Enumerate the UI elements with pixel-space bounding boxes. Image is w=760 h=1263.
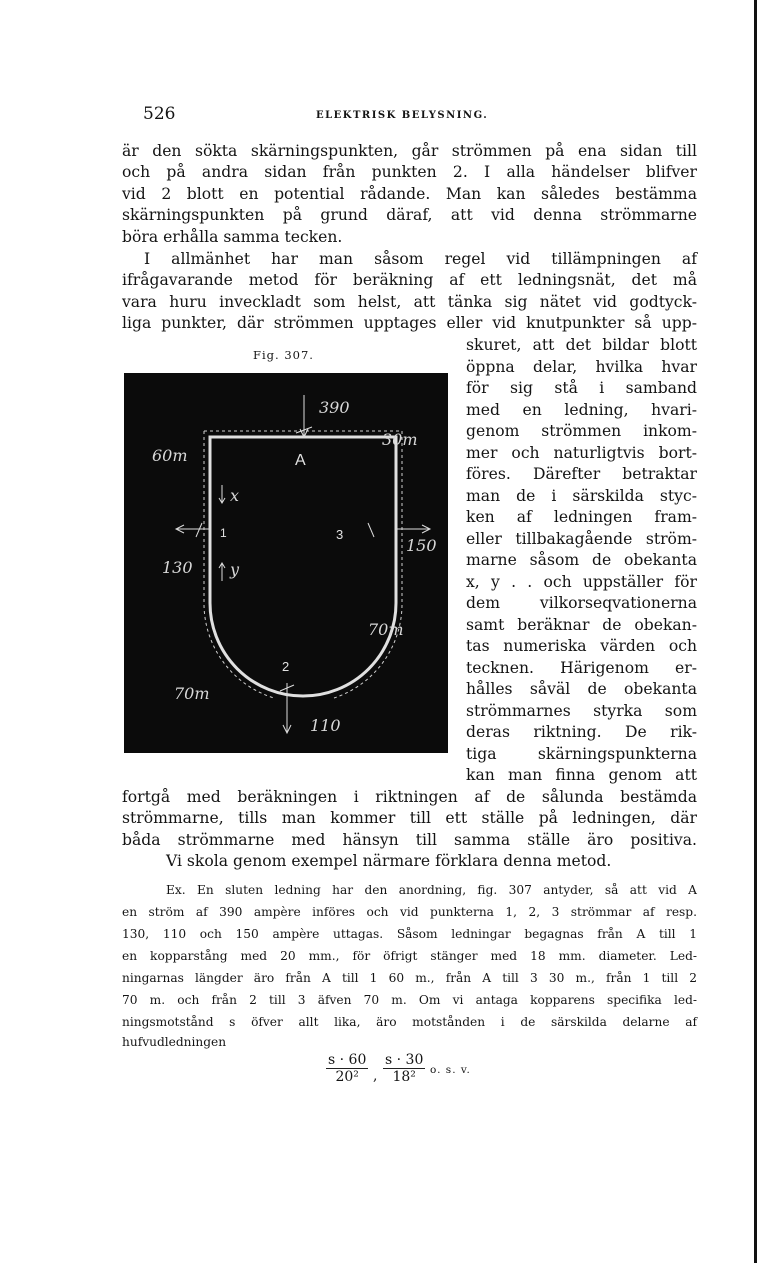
text-line: och på andra sidan från punkten 2. I alla händelser blifver	[122, 163, 697, 181]
label-current-3: 150	[406, 536, 437, 555]
text-line: böra erhålla samma tecken.	[122, 228, 343, 246]
circuit-diagram	[124, 373, 448, 753]
text-line: strömmarnes styrka som	[466, 702, 697, 720]
text-line: ifrågavarande metod för beräkning af ett ledningsnät, det må	[122, 271, 697, 289]
fraction-separator: ,	[373, 1068, 378, 1084]
text-line: båda strömmarne med hänsyn till samma ställe äro positiva.	[122, 831, 697, 849]
text-line: eller tillbakagående ström-	[466, 530, 697, 548]
label-node-3: 3	[336, 527, 344, 542]
example-line: 70 m. och från 2 till 3 äfven 70 m. Om vi antaga kopparens specifika led-	[122, 993, 697, 1007]
text-line: fortgå med beräkningen i riktningen af de sålunda bestämda	[122, 788, 697, 806]
text-line: hålles såväl de obekanta	[466, 680, 697, 698]
text-line: för sig stå i samband	[466, 379, 697, 397]
page-number: 526	[143, 104, 176, 124]
text-line: mer och naturligtvis bort-	[466, 444, 697, 462]
example-line: hufvudledningen	[122, 1035, 227, 1049]
label-point-a: A	[295, 452, 306, 469]
text-line: deras riktning. De rik-	[466, 723, 697, 741]
label-len-a-1: 60m	[152, 446, 188, 465]
text-line: skärningspunkten på grund däraf, att vid denna strömmarne	[122, 206, 697, 224]
text-line: man de i särskilda styc-	[466, 487, 697, 505]
text-line: liga punkter, där strömmen upptages eller vid knutpunkter så upp-	[122, 314, 697, 332]
formula	[0, 1052, 760, 1102]
label-current-1: 130	[162, 558, 193, 577]
fraction-2-numerator: s · 30	[385, 1052, 424, 1068]
text-line: x, y . . och uppställer för	[466, 573, 697, 591]
text-line: föres. Därefter betraktar	[466, 465, 697, 483]
example-line: en kopparstång med 20 mm., för öfrigt stänger med 18 mm. diameter. Led-	[122, 949, 697, 963]
text-line: vid 2 blott en potential rådande. Man kan således bestämma	[122, 185, 697, 203]
text-line: marne såsom de obekanta	[466, 551, 697, 569]
dim-line-right	[334, 431, 402, 698]
closing-line: Vi skola genom exempel närmare förklara denna metod.	[166, 852, 612, 870]
fraction-1	[326, 1052, 368, 1085]
figure-307	[124, 373, 448, 753]
text-line: samt beräknar de obekan-	[466, 616, 697, 634]
label-len-3-2: 70m	[368, 620, 404, 639]
fraction-2-denominator: 18²	[392, 1069, 416, 1085]
label-node-1: 1	[220, 526, 227, 540]
label-current-x: x	[230, 486, 240, 505]
example-line: en ström af 390 ampère införes och vid punkterna 1, 2, 3 strömmar af resp.	[122, 905, 697, 919]
page-header	[0, 104, 760, 128]
text-line: kan man finna genom att	[466, 766, 697, 784]
label-node-2: 2	[282, 659, 290, 674]
label-current-y: y	[230, 560, 240, 579]
label-current-2: 110	[310, 716, 341, 735]
fraction-1-numerator: s · 60	[328, 1052, 367, 1068]
formula-tail: o. s. v.	[430, 1064, 471, 1076]
text-line: strömmarne, tills man kommer till ett ställe på ledningen, där	[122, 809, 697, 827]
fraction-1-denominator: 20²	[335, 1069, 359, 1085]
text-line: dem vilkorseqvationerna	[466, 594, 697, 612]
text-line: vara huru inveckladt som helst, att tänka sig nätet vid godtyck-	[122, 293, 697, 311]
label-len-1-2: 70m	[174, 684, 210, 703]
example-line: Ex. En sluten ledning har den anordning, fig. 307 antyder, så att vid A	[166, 883, 697, 897]
fraction-2	[383, 1052, 425, 1085]
example-line: 130, 110 och 150 ampère uttagas. Såsom ledningar begagnas från A till 1	[122, 927, 697, 941]
text-line: med en ledning, hvari-	[466, 401, 697, 419]
text-line: ken af ledningen fram-	[466, 508, 697, 526]
text-line: öppna delar, hvilka hvar	[466, 358, 697, 376]
text-line: tecknen. Härigenom er-	[466, 659, 697, 677]
example-line: ningarnas längder äro från A till 1 60 m., från A till 3 30 m., från 1 till 2	[122, 971, 697, 985]
text-line: genom strömmen inkom-	[466, 422, 697, 440]
text-line: tiga skärningspunkterna	[466, 745, 697, 763]
figure-caption: Fig. 307.	[253, 348, 314, 362]
text-line: tas numeriska värden och	[466, 637, 697, 655]
text-line: skuret, att det bildar blott	[466, 336, 697, 354]
text-line: är den sökta skärningspunkten, går strömmen på ena sidan till	[122, 142, 697, 160]
label-len-a-3: 30m	[382, 430, 418, 449]
running-head: ELEKTRISK BELYSNING.	[316, 110, 489, 121]
example-line: ningsmotstånd s öfver allt lika, äro motstånden i de särskilda delarne af	[122, 1015, 697, 1029]
text-line: I allmänhet har man såsom regel vid tillämpningen af	[144, 250, 697, 268]
label-top-current: 390	[319, 398, 350, 417]
